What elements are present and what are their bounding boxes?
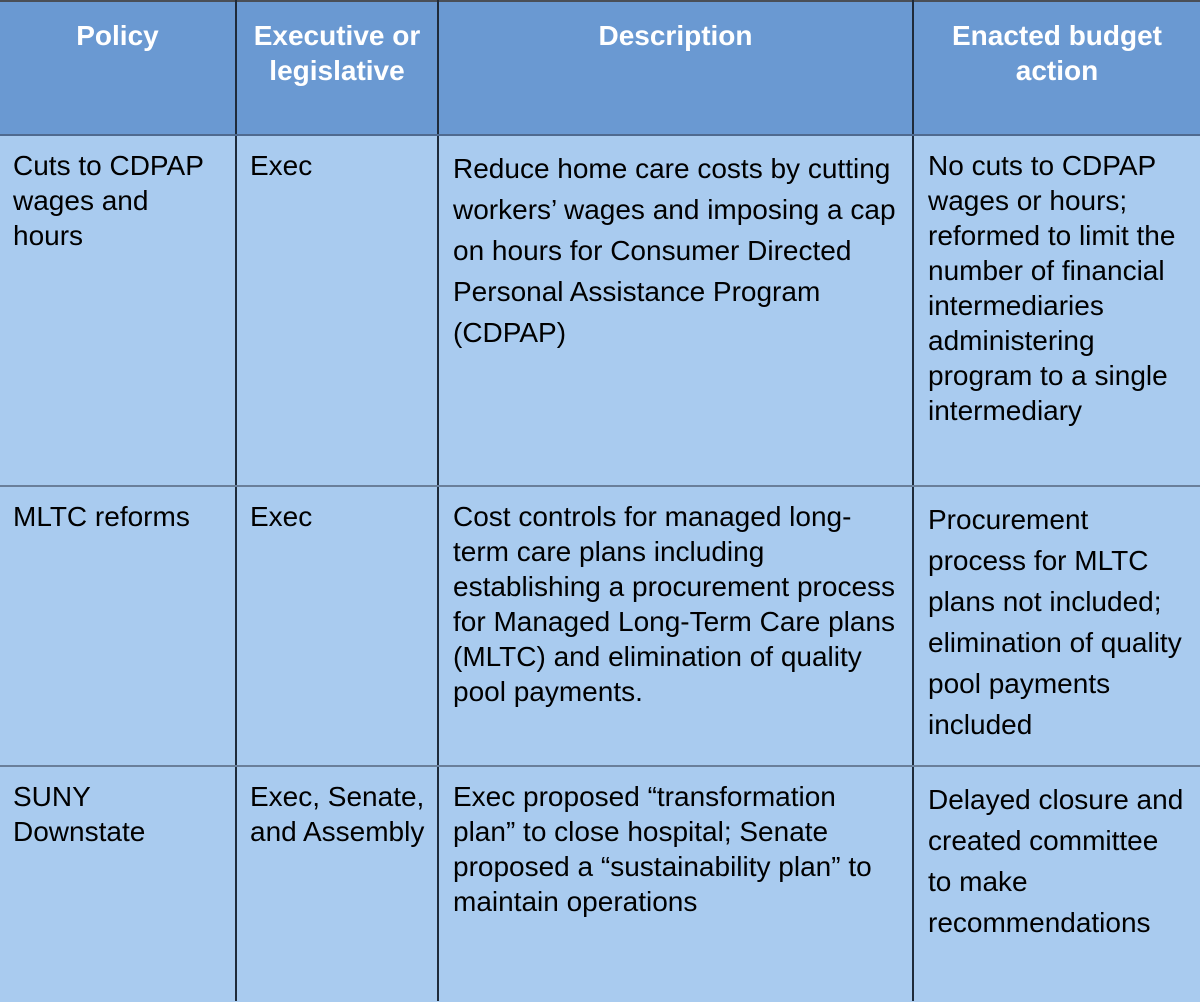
header-description: Description <box>438 1 913 135</box>
header-action: Enacted budget action <box>913 1 1200 135</box>
cell-policy: SUNY Downstate <box>0 766 236 1001</box>
cell-action: Procurement process for MLTC plans not included; elimination of quality pool payments included <box>913 486 1200 766</box>
cell-branch: Exec <box>236 135 438 486</box>
cell-description: Exec proposed “transformation plan” to close hospital; Senate proposed a “sustainability plan” to maintain operations <box>438 766 913 1001</box>
cell-description: Cost controls for managed long-term care plans including establishing a procurement process for Managed Long-Term Care plans (MLTC) and elimination of quality pool payments. <box>438 486 913 766</box>
table-row <box>0 135 1200 486</box>
cell-action: Delayed closure and created committee to make recommendations <box>913 766 1200 1001</box>
table-row <box>0 486 1200 766</box>
cell-policy: Cuts to CDPAP wages and hours <box>0 135 236 486</box>
cell-action: No cuts to CDPAP wages or hours; reformed to limit the number of financial intermediaries administering program to a single intermediary <box>913 135 1200 486</box>
cell-description: Reduce home care costs by cutting workers’ wages and imposing a cap on hours for Consumer Directed Personal Assistance Program (CDPAP) <box>438 135 913 486</box>
header-row <box>0 1 1200 135</box>
table-row <box>0 766 1200 1001</box>
header-branch: Executive or legislative <box>236 1 438 135</box>
cell-branch: Exec <box>236 486 438 766</box>
header-policy: Policy <box>0 1 236 135</box>
cell-branch: Exec, Senate, and Assembly <box>236 766 438 1001</box>
cell-policy: MLTC reforms <box>0 486 236 766</box>
